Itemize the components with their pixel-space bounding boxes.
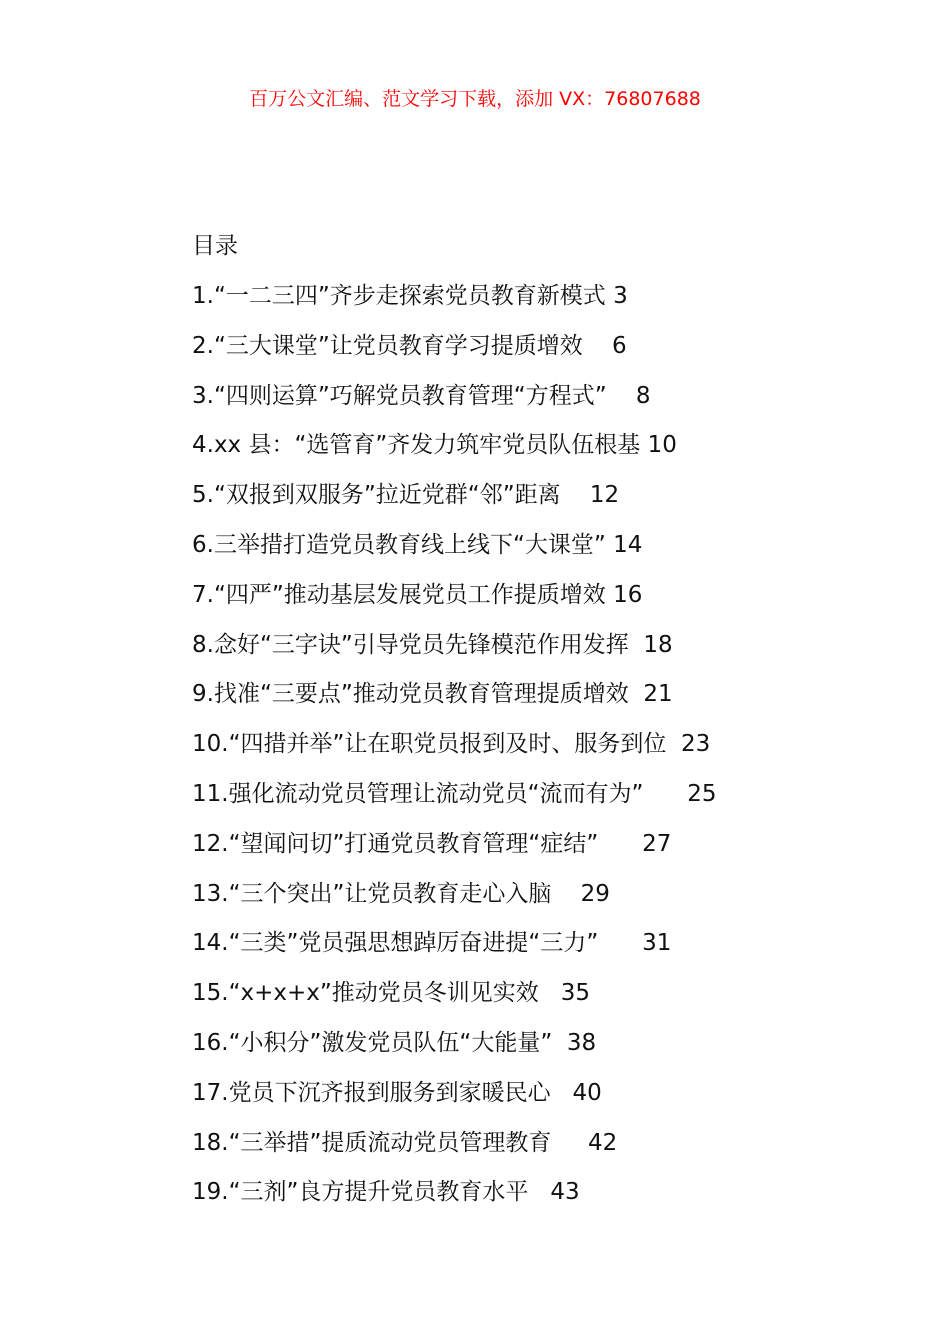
toc-item-text: 13.“三个突出”让党员教育走心入脑 29 bbox=[192, 880, 610, 907]
toc-item-15 bbox=[192, 975, 912, 1025]
toc-item-5 bbox=[192, 477, 912, 527]
toc-item-text: 12.“望闻问切”打通党员教育管理“症结” 27 bbox=[192, 830, 672, 857]
toc-item-11 bbox=[192, 776, 912, 826]
toc-item-text: 17.党员下沉齐报到服务到家暖民心 40 bbox=[192, 1079, 602, 1106]
toc-item-text: 7.“四严”推动基层发展党员工作提质增效 16 bbox=[192, 581, 643, 608]
toc-item-19 bbox=[192, 1174, 912, 1224]
toc-item-text: 19.“三剂”良方提升党员教育水平 43 bbox=[192, 1179, 580, 1206]
toc-item-12 bbox=[192, 826, 912, 876]
toc-item-17 bbox=[192, 1075, 912, 1125]
toc-item-text: 6.三举措打造党员教育线上线下“大课堂” 14 bbox=[192, 531, 643, 558]
toc-item-text: 3.“四则运算”巧解党员教育管理“方程式” 8 bbox=[192, 382, 651, 409]
toc-item-text: 9.找准“三要点”推动党员教育管理提质增效 21 bbox=[192, 681, 673, 708]
toc-item-10 bbox=[192, 726, 912, 776]
toc-item-8 bbox=[192, 627, 912, 677]
table-of-contents bbox=[192, 228, 912, 1224]
toc-item-3 bbox=[192, 378, 912, 428]
toc-item-text: 15.“x+x+x”推动党员冬训见实效 35 bbox=[192, 980, 590, 1007]
toc-item-16 bbox=[192, 1025, 912, 1075]
toc-item-text: 11.强化流动党员管理让流动党员“流而有为” 25 bbox=[192, 780, 717, 807]
toc-item-2 bbox=[192, 328, 912, 378]
toc-item-text: 14.“三类”党员强思想踔厉奋进提“三力” 31 bbox=[192, 930, 672, 957]
toc-item-text: 2.“三大课堂”让党员教育学习提质增效 6 bbox=[192, 332, 627, 359]
toc-item-text: 4.xx 县：“选管育”齐发力筑牢党员队伍根基 10 bbox=[192, 432, 677, 459]
toc-item-13 bbox=[192, 876, 912, 926]
header-banner: 百万公文汇编、范文学习下载，添加 VX：76807688 bbox=[249, 88, 701, 110]
toc-item-text: 16.“小积分”激发党员队伍“大能量” 38 bbox=[192, 1029, 597, 1056]
toc-title: 目录 bbox=[192, 233, 238, 259]
toc-item-14 bbox=[192, 925, 912, 975]
toc-item-18 bbox=[192, 1125, 912, 1175]
toc-item-7 bbox=[192, 577, 912, 627]
toc-list bbox=[192, 278, 912, 1224]
toc-item-text: 8.念好“三字诀”引导党员先锋模范作用发挥 18 bbox=[192, 631, 673, 658]
toc-item-1 bbox=[192, 278, 912, 328]
toc-item-text: 1.“一二三四”齐步走探索党员教育新模式 3 bbox=[192, 283, 628, 309]
toc-item-text: 5.“双报到双服务”拉近党群“邻”距离 12 bbox=[192, 482, 620, 509]
toc-item-9 bbox=[192, 676, 912, 726]
toc-item-text: 10.“四措并举”让在职党员报到及时、服务到位 23 bbox=[192, 731, 711, 758]
toc-item-text: 18.“三举措”提质流动党员管理教育 42 bbox=[192, 1129, 618, 1156]
toc-item-6 bbox=[192, 527, 912, 577]
toc-item-4 bbox=[192, 427, 912, 477]
